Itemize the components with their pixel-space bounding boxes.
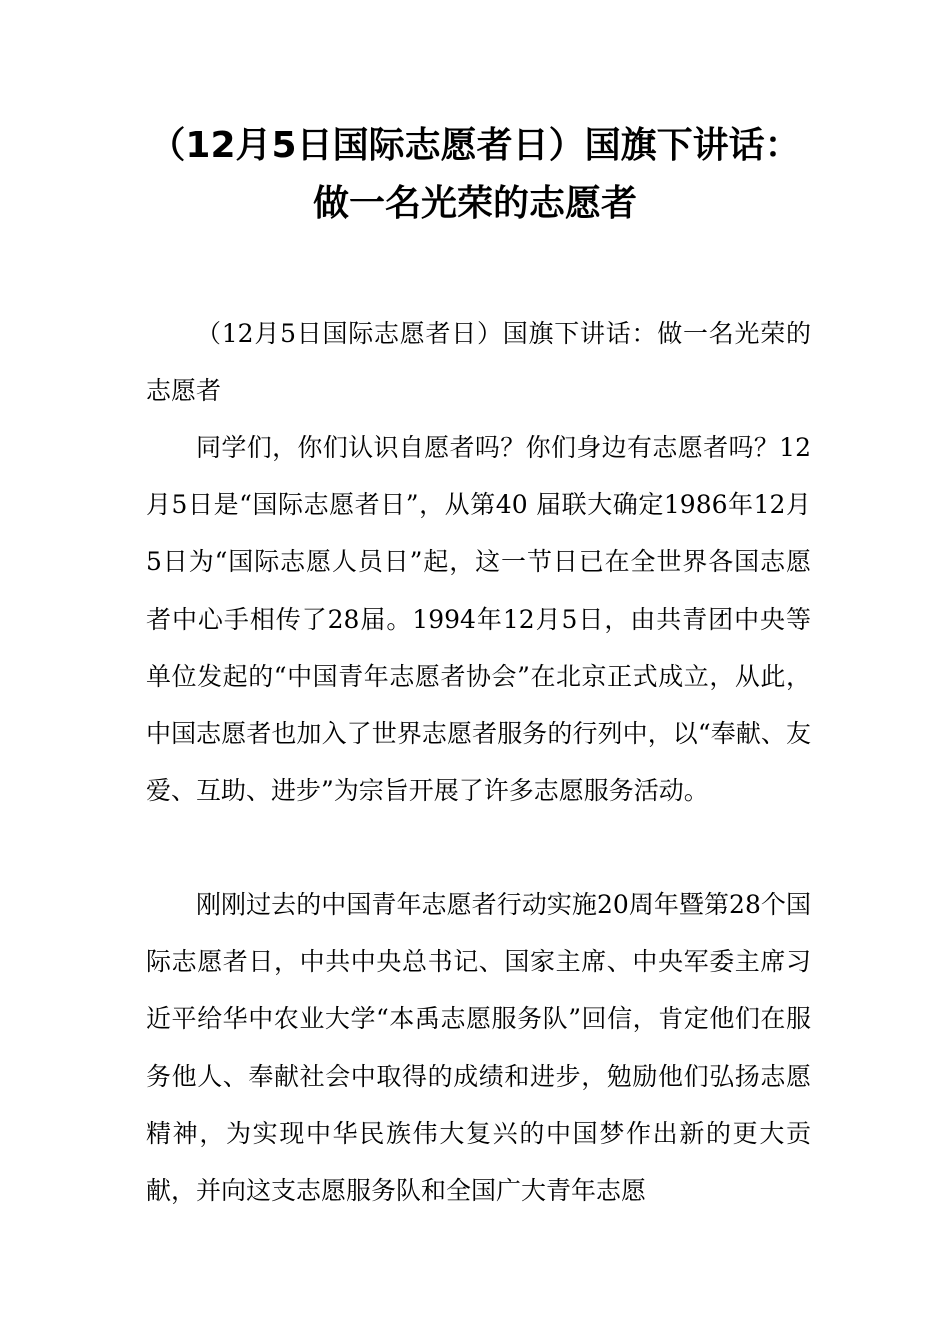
paragraph-2: 同学们，你们认识自愿者吗？你们身边有志愿者吗？12月5日是“国际志愿者日”，从第40 届联大确定1986年12月5日为“国际志愿人员日”起，这一节日已在全世界各国志愿者中心手相传了28届。1994年12月5日，由共青团中央等单位发起的“中国青年志愿者协会”在北京正式成立，从此，中国志愿者也加入了世界志愿者服务的行列中，以“奉献、友爱、互助、进步”为宗旨开展了许多志愿服务活动。 bbox=[146, 433, 811, 806]
paragraph-1-block bbox=[146, 305, 811, 419]
document-title-line-1: （12月5日国际志愿者日）国旗下讲话： bbox=[149, 125, 801, 166]
paragraph-2-block bbox=[146, 419, 811, 819]
paragraph-1: （12月5日国际志愿者日）国旗下讲话：做一名光荣的志愿者 bbox=[146, 319, 811, 406]
paragraph-3: 刚刚过去的中国青年志愿者行动实施20周年暨第28个国际志愿者日，中共中央总书记、国家主席、中央军委主席习近平给华中农业大学“本禹志愿服务队”回信，肯定他们在服务他人、奉献社会中取得的成绩和进步，勉励他们弘扬志愿精神，为实现中华民族伟大复兴的中国梦作出新的更大贡献，并向这支志愿服务队和全国广大青年志愿 bbox=[146, 890, 811, 1206]
document-title-line-2: 做一名光荣的志愿者 bbox=[312, 183, 637, 224]
paragraph-3-block bbox=[146, 876, 811, 1219]
